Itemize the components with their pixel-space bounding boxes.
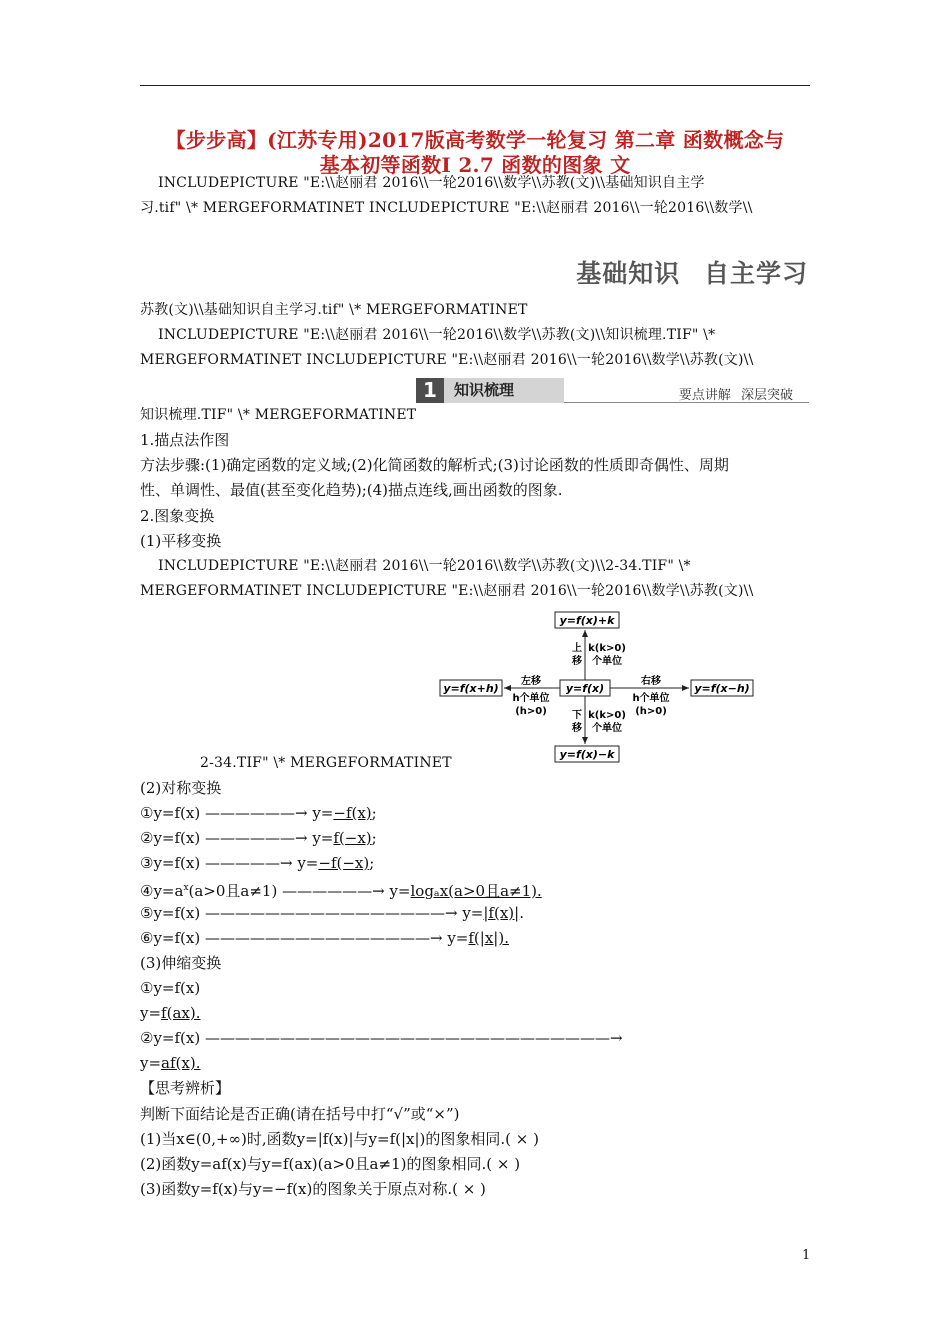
- stretch-row-2-answer: af(x).: [161, 1054, 201, 1072]
- sym-row-5-arrow: ————————————————→: [200, 904, 463, 922]
- include-line-1: INCLUDEPICTURE "E:\\赵丽君 2016\\一轮2016\\数学\\苏教(文)\\基础知识自主学: [158, 175, 705, 191]
- up-move-2: 移: [572, 656, 582, 667]
- translation-diagram: [437, 608, 757, 768]
- sym-row-6-pre: ⑥y=f(x): [140, 929, 201, 947]
- sym-row-4-pre: ④y=a: [140, 882, 184, 900]
- page-number: 1: [802, 1248, 811, 1263]
- think-heading: 【思考辨析】: [140, 1079, 231, 1097]
- sym-row-6-arrow: ———————————————→: [200, 929, 448, 947]
- include-line-9: 2-34.TIF" \* MERGEFORMATINET: [200, 755, 452, 771]
- think-q3: (3)函数y=f(x)与y=−f(x)的图象关于原点对称.( × ): [140, 1180, 486, 1198]
- stretch-row-2-arrow: ———————————————————————————→: [200, 1029, 623, 1047]
- stretch-row-1: ①y=f(x): [140, 979, 201, 997]
- sym-row-4-sup: x: [183, 883, 189, 893]
- sym-row-5: ⑤y=f(x) ————————————————→ y=|f(x)|.: [140, 904, 524, 922]
- think-q2: (2)函数y=af(x)与y=f(ax)(a>0且a≠1)的图象相同.( × ): [140, 1155, 521, 1173]
- box-center-label: y=f(x): [565, 682, 605, 695]
- sym-heading: (2)对称变换: [140, 779, 222, 797]
- include-line-6: 知识梳理.TIF" \* MERGEFORMATINET: [140, 407, 417, 423]
- sec1-heading: 1.描点法作图: [140, 431, 230, 449]
- stretch-row-2: [140, 1028, 812, 1048]
- header-rule: [140, 85, 810, 86]
- knowledge-bar-subtitle: 要点讲解 深层突破: [678, 388, 793, 403]
- left-cond: (h>0): [515, 706, 547, 717]
- think-q1: (1)当x∈(0,+∞)时,函数y=|f(x)|与y=f(|x|)的图象相同.( × ): [140, 1130, 539, 1148]
- box-shift-down-label: y=f(x)−k: [559, 748, 615, 761]
- sym-row-3: ③y=f(x) —————→ y=−f(−x);: [140, 854, 375, 872]
- knowledge-bar-number: 1: [416, 378, 444, 403]
- sym-row-1-pre: ①y=f(x): [140, 804, 201, 822]
- stretch-row-2-result: y=af(x).: [140, 1054, 201, 1072]
- sym-row-3-pre: ③y=f(x): [140, 854, 201, 872]
- sym-row-2-pre: ②y=f(x): [140, 829, 201, 847]
- sym-row-5-answer: |f(x)|: [483, 904, 520, 922]
- include-line-3: 苏教(文)\\基础知识自主学习.tif" \* MERGEFORMATINET: [140, 302, 528, 318]
- right-cond: (h>0): [635, 706, 667, 717]
- include-line-5: MERGEFORMATINET INCLUDEPICTURE "E:\\赵丽君 2016\\一轮2016\\数学\\苏教(文)\\: [140, 352, 754, 368]
- up-units-2: 个单位: [592, 656, 622, 667]
- think-intro: 判断下面结论是否正确(请在括号中打“√”或“×”): [140, 1105, 460, 1123]
- sym-row-6-answer: f(|x|).: [468, 929, 509, 947]
- document-title: [140, 128, 810, 178]
- up-units-1: k(k>0): [588, 643, 626, 654]
- knowledge-bar: [416, 378, 809, 403]
- sec1-body-1: 方法步骤:(1)确定函数的定义域;(2)化简函数的解析式;(3)讨论函数的性质即奇偶性、周期: [140, 456, 729, 474]
- sym-row-4: $④y=a^x(a>0$且a≠1) ——————→ y=logₐx(a>0且a≠1).: [140, 882, 542, 900]
- knowledge-bar-title: 知识梳理: [444, 378, 564, 403]
- stretch-heading: (3)伸缩变换: [140, 954, 222, 972]
- stretch-row-1-answer: f(ax).: [161, 1004, 201, 1022]
- sym-row-1-answer: −f(x): [333, 804, 372, 822]
- right-units: h个单位: [632, 693, 670, 704]
- sym-row-4-arrow: ——————→: [277, 882, 390, 900]
- sec2-heading: 2.图象变换: [140, 507, 215, 525]
- sym-row-3-answer: −f(−x): [318, 854, 370, 872]
- down-units-2: 个单位: [592, 723, 622, 734]
- section-banner-title: 基础知识 自主学习: [576, 259, 808, 288]
- stretch-row-2-pre: ②y=f(x): [140, 1029, 201, 1047]
- sym-row-1: ①y=f(x) ——————→ y=−f(x);: [140, 804, 377, 822]
- left-move: 左移: [521, 676, 541, 687]
- include-line-7: INCLUDEPICTURE "E:\\赵丽君 2016\\一轮2016\\数学\\苏教(文)\\2-34.TIF" \*: [158, 558, 691, 574]
- box-shift-right-label: y=f(x−h): [694, 682, 750, 695]
- down-move-2: 移: [572, 723, 582, 734]
- sym-row-4-answer: logₐx(a>0且a≠1).: [410, 882, 542, 900]
- down-units-1: k(k>0): [588, 710, 626, 721]
- up-move-1: 上: [572, 643, 582, 654]
- sym-row-3-arrow: —————→: [200, 854, 298, 872]
- sym-row-2-arrow: ——————→: [200, 829, 313, 847]
- sym-row-6: ⑥y=f(x) ———————————————→ y=f(|x|).: [140, 929, 509, 947]
- include-line-2: 习.tif" \* MERGEFORMATINET INCLUDEPICTURE "E:\\赵丽君 2016\\一轮2016\\数学\\: [140, 200, 753, 216]
- sym-row-2: ②y=f(x) ——————→ y=f(−x);: [140, 829, 377, 847]
- sym-row-4-mid: (a>0且a≠1): [188, 882, 278, 900]
- sec2-sub1: (1)平移变换: [140, 532, 222, 550]
- down-move-1: 下: [572, 710, 582, 721]
- left-units: h个单位: [512, 693, 550, 704]
- title-line-2: 基本初等函数Ⅰ 2.7 函数的图象 文: [319, 153, 631, 177]
- include-line-8: MERGEFORMATINET INCLUDEPICTURE "E:\\赵丽君 2016\\一轮2016\\数学\\苏教(文)\\: [140, 583, 754, 599]
- stretch-row-1-result: y=f(ax).: [140, 1004, 201, 1022]
- right-move: 右移: [641, 676, 661, 687]
- sym-row-5-pre: ⑤y=f(x): [140, 904, 201, 922]
- title-line-1: 【步步高】(江苏专用)2017版高考数学一轮复习 第二章 函数概念与: [165, 128, 785, 152]
- sym-row-1-arrow: ——————→: [200, 804, 313, 822]
- box-shift-up-label: y=f(x)+k: [559, 614, 615, 627]
- sym-row-2-answer: f(−x): [333, 829, 372, 847]
- include-line-4: INCLUDEPICTURE "E:\\赵丽君 2016\\一轮2016\\数学\\苏教(文)\\知识梳理.TIF" \*: [158, 327, 716, 343]
- sec1-body-2: 性、单调性、最值(甚至变化趋势);(4)描点连线,画出函数的图象.: [140, 481, 563, 499]
- box-shift-left-label: y=f(x+h): [443, 682, 499, 695]
